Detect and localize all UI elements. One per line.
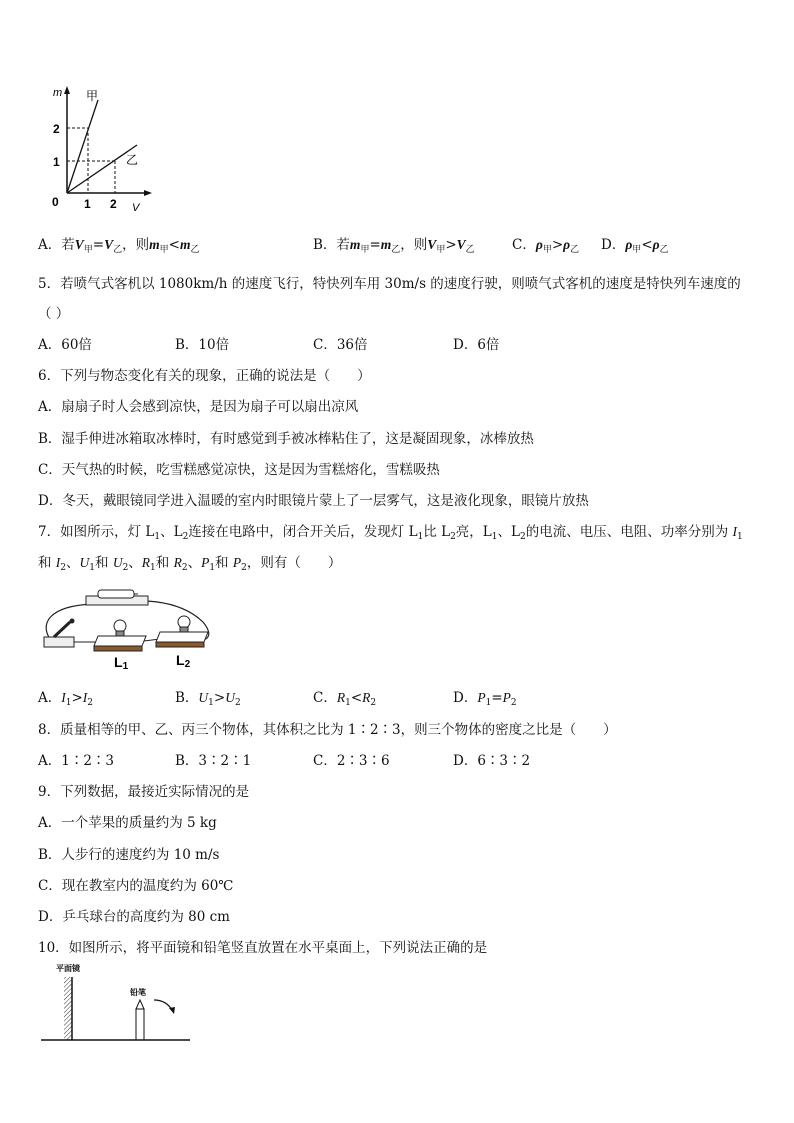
- q5-stem: 5．若喷气式客机以 1080km/h 的速度飞行，特快列车用 30m/s 的速度行驶，则喷气式客机的速度是特快列车速度的: [38, 276, 741, 292]
- mirror-hatching: [64, 977, 72, 1040]
- q8-option-d: D．6∶3∶2: [453, 753, 531, 769]
- line-jia: [67, 100, 98, 193]
- x-tick-1: 1: [84, 197, 91, 211]
- lamp1-bulb: [114, 620, 126, 632]
- lamp2-label: L2: [176, 652, 191, 670]
- x-axis-arrow: [144, 190, 152, 196]
- q7-stem-line1: 7．如图所示，灯 $L_1$、$L_2$连接在电路中，闭合开关后，发现灯 $L_1$比 $L_2$亮，$L_1$、$L_2$的电流、电压、电阻、功率分别为 $I_1$: [38, 524, 743, 542]
- q4-option-d: D．$\rho_甲<\rho_乙$: [601, 237, 669, 255]
- x-tick-2: 2: [110, 197, 117, 211]
- switch-knob: [70, 619, 75, 624]
- q6-option-b: B．湿手伸进冰箱取冰棒时，有时感觉到手被冰棒粘住了，这是凝固现象，冰棒放热: [38, 431, 534, 447]
- rotate-arrow-head: [169, 1007, 175, 1014]
- q6-stem: 6．下列与物态变化有关的现象，正确的说法是（ ）: [38, 368, 371, 384]
- switch-base: [44, 637, 74, 647]
- q9-stem: 9．下列数据，最接近实际情况的是: [38, 784, 250, 800]
- mirror-pencil-figure: [38, 962, 193, 1044]
- q5-option-b: B．10倍: [175, 337, 230, 353]
- y-axis-arrow: [64, 86, 70, 94]
- q6-option-d: D．冬天，戴眼镜同学进入温暖的室内时眼镜片蒙上了一层雾气，这是液化现象，眼镜片放热: [38, 493, 589, 509]
- mirror-label: 平面镜: [56, 964, 80, 973]
- q6-option-c: C．天气热的时候，吃雪糕感觉凉快，这是因为雪糕熔化，雪糕吸热: [38, 462, 440, 478]
- y-tick-1: 1: [53, 155, 60, 169]
- q7-option-d: D．$P_1=P_2$: [453, 690, 517, 708]
- q6-option-a: A．扇扇子时人会感到凉快，是因为扇子可以扇出凉风: [38, 399, 359, 415]
- q4-option-c: C．$\rho_甲>\rho_乙$: [512, 237, 580, 255]
- pencil-label: 铅笔: [130, 988, 146, 997]
- q9-option-a: A．一个苹果的质量约为 5 kg: [38, 815, 217, 831]
- mass-volume-graph: [40, 80, 155, 215]
- q5-option-c: C．36倍: [313, 337, 368, 353]
- line-jia-label: 甲: [86, 89, 99, 103]
- q8-option-b: B．3∶2∶1: [175, 753, 252, 769]
- lamp2-base: [156, 632, 208, 642]
- q8-stem: 8．质量相等的甲、乙、丙三个物体，其体积之比为 1∶2∶3，则三个物体的密度之比是（ ）: [38, 722, 617, 738]
- q5-option-a: A．60倍: [38, 337, 92, 353]
- q7-option-c: C．$R_1<R_2$: [313, 690, 377, 708]
- lamp1-base: [94, 636, 146, 646]
- q4-option-b: B．若$m_甲=m_乙$，则$V_甲>V_乙$: [313, 237, 475, 255]
- line-yi-label: 乙: [126, 153, 139, 167]
- lamp1-label: L1: [114, 654, 129, 672]
- q7-stem-line2: 和 $I_2$、$U_1$和 $U_2$、$R_1$和 $R_2$、$P_1$和 $P_2$，则有（ ）: [38, 555, 342, 573]
- q7-option-a: A．$I_1>I_2$: [38, 690, 94, 708]
- q9-option-d: D．乒乓球台的高度约为 80 cm: [38, 909, 230, 925]
- q4-option-a: A．若$V_甲=V_乙$，则$m_甲<m_乙$: [38, 237, 200, 255]
- origin-label: 0: [52, 195, 59, 209]
- pencil-body: [136, 1009, 144, 1040]
- q10-stem: 10．如图所示，将平面镜和铅笔竖直放置在水平桌面上，下列说法正确的是: [38, 940, 488, 956]
- q8-option-a: A．1∶2∶3: [38, 753, 115, 769]
- pencil-tip: [136, 1000, 144, 1009]
- y-tick-2: 2: [53, 122, 60, 136]
- q9-option-b: B．人步行的速度约为 10 m/s: [38, 847, 220, 863]
- lamp1-socket: [116, 631, 124, 636]
- q5-stem-paren: （ ）: [38, 306, 70, 322]
- q7-option-b: B．$U_1>U_2$: [175, 690, 241, 708]
- lamp2-socket: [180, 627, 188, 632]
- lamp2-base-front: [156, 642, 204, 647]
- lamp1-base-front: [94, 646, 142, 651]
- q8-option-c: C．2∶3∶6: [313, 753, 390, 769]
- switch-lever: [54, 622, 70, 637]
- y-axis-label: m: [53, 87, 63, 99]
- q5-option-d: D．6倍: [453, 337, 500, 353]
- rotate-arrow: [154, 1000, 172, 1010]
- q9-option-c: C．现在教室内的温度约为 60℃: [38, 878, 234, 894]
- circuit-figure: [38, 584, 218, 672]
- lamp2-bulb: [178, 616, 190, 628]
- x-axis-label: V: [132, 202, 140, 214]
- battery: [98, 590, 134, 598]
